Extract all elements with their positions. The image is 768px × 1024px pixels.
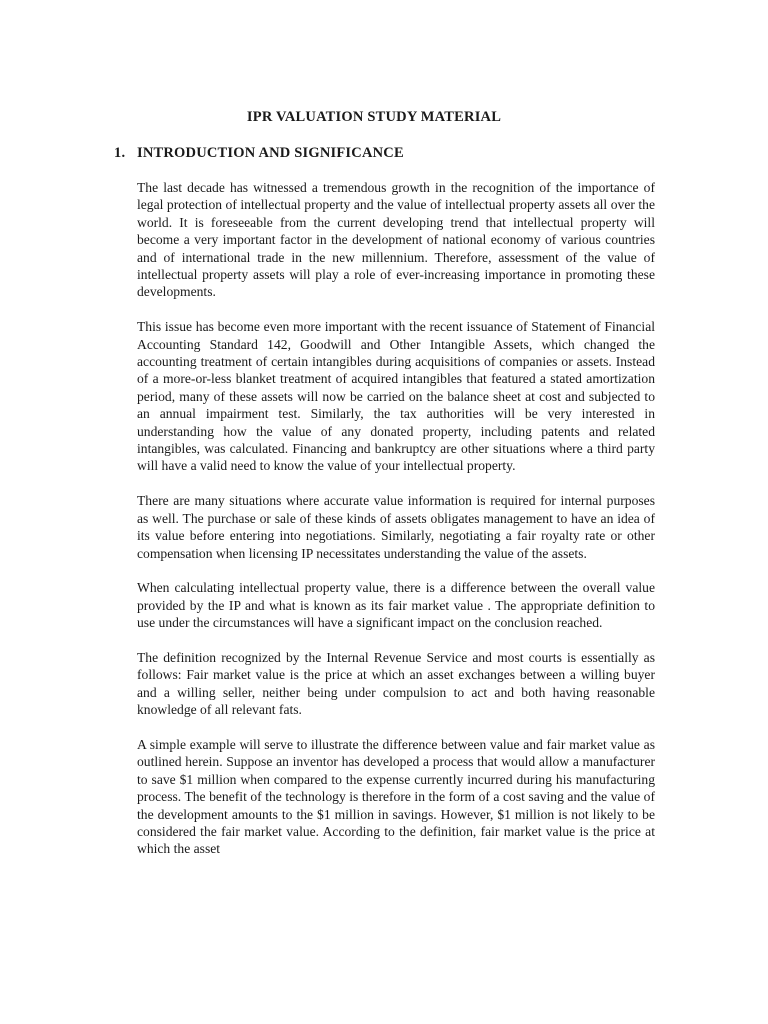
section-number: 1. (114, 145, 126, 161)
paragraph-2: This issue has become even more important with the recent issuance of Statement of Financial Accounting Standard 142, Goodwill and Other Intangible Assets, which changed the accounting treatment of certain intangibles during acquisitions of companies or assets. Instead of a more-or-less blanket treatment of acquired intangibles that featured a stated amortization period, many of these assets will now be carried on the balance sheet at cost and subjected to an annual impairment test. Similarly, the tax authorities will be very interested in understanding how the value of any donated property, including patents and related intangibles, was calculated. Financing and bankruptcy are other situations where a third party will have a valid need to know the value of your intellectual property. (137, 319, 655, 474)
paragraph-3: There are many situations where accurate value information is required for internal purposes as well. The purchase or sale of these kinds of assets obligates management to have an idea of its value before entering into negotiations. Similarly, negotiating a fair royalty rate or other compensation when licensing IP necessitates understanding the value of the assets. (137, 493, 655, 561)
paragraph-1: The last decade has witnessed a tremendous growth in the recognition of the importance of legal protection of intellectual property and the value of intellectual property assets all over the world. It is foreseeable from the current developing trend that intellectual property will become a very important factor in the development of national economy of various countries and of international trade in the new millennium. Therefore, assessment of the value of intellectual property assets will play a role of ever-increasing importance in promoting these developments. (137, 180, 655, 300)
body-text (137, 179, 655, 875)
paragraph-6: A simple example will serve to illustrate the difference between value and fair market value as outlined herein. Suppose an inventor has developed a process that would allow a manufacturer to save $1 million when compared to the expense currently incurred during his manufacturing process. The benefit of the technology is therefore in the form of a cost saving and the value of the development amounts to the $1 million in savings. However, $1 million is not likely to be considered the fair market value. According to the definition, fair market value is the price at which the asset (137, 736, 655, 857)
document-title: IPR VALUATION STUDY MATERIAL (246, 109, 502, 125)
section-heading (114, 145, 404, 162)
section-heading-text: INTRODUCTION AND SIGNIFICANCE (137, 145, 404, 161)
paragraph-5: The definition recognized by the Internal Revenue Service and most courts is essentially as follows: Fair market value is the price at which an asset exchanges between a willing buyer and a willing seller, neither being under compulsion to act and both having reasonable knowledge of all relevant fats. (137, 649, 655, 718)
paragraph-4: When calculating intellectual property value, there is a difference between the overall value provided by the IP and what is known as its fair market value . The appropriate definition to use under the circumstances will have a significant impact on the conclusion reached. (137, 580, 655, 631)
